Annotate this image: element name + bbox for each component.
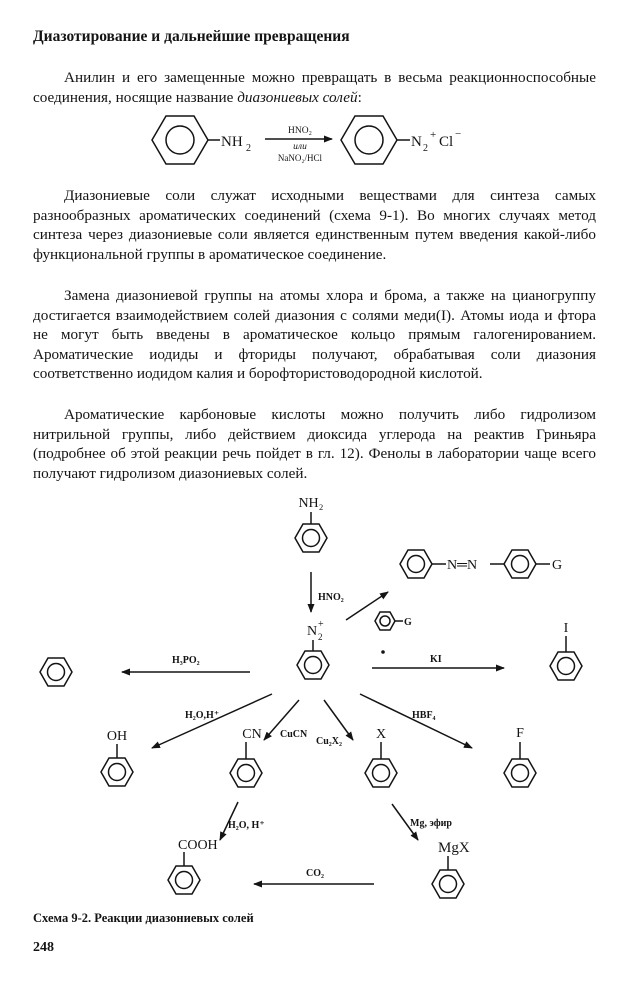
label-mg-ether: Mg, эфир [410, 818, 452, 829]
aniline-sub: 2 [246, 143, 251, 154]
benzene-ring [230, 759, 262, 787]
label-h2o-h-2: H₂O, H⁺ [228, 820, 265, 831]
scheme-benzene [40, 658, 72, 686]
intro-end: : [357, 88, 362, 106]
figure-caption: Схема 9-2. Реакции диазониевых солей [33, 911, 254, 925]
benzene-ring [375, 612, 395, 630]
paragraph-diazonium-uses: Диазониевые соли служат исходными веществами для синтеза самых разнообразных ароматических соединений (схема 9-1). Во многих случаях метод синтеза через диазониевые соли является единственным путем введения какой-либо функциональной группы в ароматическое соединение. [33, 187, 596, 263]
paragraph-carboxylic-acids: Ароматические карбоновые кислоты можно получить либо гидролизом нитрильной группы, либо действием диоксида углерода на реактив Гриньяра (подробнее об этой реакции речь пойдет в гл. 12). Фенолы в лаборатории чаще всего получают гидролизом диазониевых солей. [33, 406, 596, 482]
aromatic-circle [355, 126, 383, 154]
arrow-azo-coupling [346, 592, 388, 620]
section-heading: Диазотирование и дальнейшие превращения [33, 28, 350, 45]
cn-label: CN [242, 727, 262, 742]
reagent-or: или [293, 142, 307, 152]
scheme-benzoic-acid [168, 838, 218, 894]
azo-group: N═N [447, 558, 478, 573]
benzene-ring [504, 759, 536, 787]
benzene-ring [101, 758, 133, 786]
scheme-azo-product [400, 550, 562, 578]
diazonium-sub: 2 [423, 143, 428, 154]
scheme-grignard [432, 840, 470, 898]
coupling-reagent [375, 612, 412, 630]
reagent-hno2: HNO₂ [288, 126, 312, 136]
azo-g-label: G [552, 558, 563, 573]
scheme-phenol [101, 729, 133, 786]
scheme-halobenzene [365, 727, 397, 787]
benzene-ring [152, 116, 208, 164]
oh-label: OH [106, 729, 128, 744]
mgx-label: MgX [438, 840, 470, 856]
dot-mark [381, 650, 385, 654]
equation-aniline [152, 116, 251, 164]
equation-diazonium [341, 116, 461, 164]
label-cu2x2: Cu₂X₂ [316, 736, 343, 747]
benzene-ring [400, 550, 432, 578]
scheme-iodobenzene [550, 621, 582, 680]
benzene-ring [365, 759, 397, 787]
scheme-fluorobenzene [504, 726, 536, 787]
label-co2: CO₂ [306, 868, 324, 879]
scheme-aniline [295, 496, 327, 552]
coupling-g-label: G [404, 617, 412, 628]
aniline-nh: NH [221, 134, 243, 150]
x-label: X [375, 727, 387, 742]
benzene-ring [504, 550, 536, 578]
benzene-ring [168, 866, 200, 894]
scheme-diazonium [297, 619, 329, 679]
benzene-ring [432, 870, 464, 898]
page-number: 248 [33, 940, 54, 955]
label-hbf4: HBF₄ [412, 710, 436, 721]
chloride: Cl [439, 134, 454, 150]
diazonium-n-charge: + [318, 619, 324, 630]
chloride-charge: − [455, 128, 462, 140]
arrow-cu2x2 [324, 700, 353, 740]
cooh-label: COOH [178, 838, 218, 853]
intro-italic-term: диазониевых солей [237, 88, 358, 106]
label-hno2: HNO₂ [318, 592, 344, 603]
diazonium-charge: + [430, 129, 437, 141]
diazonium-n-label: N [307, 624, 318, 639]
scheme-benzonitrile [230, 727, 262, 787]
intro-text: Анилин и его замещенные можно превращать в весьма реакционноспособные соединения, носящие название [33, 69, 596, 106]
benzene-ring [297, 651, 329, 679]
paragraph-halogen-replacement: Замена диазониевой группы на атомы хлора и брома, а также на цианогруппу достигается взаимодействием солей диазония с солями меди(I). Атомы иода и фтора не могут быть введены в ароматическое кольцо прямым галогенированием. Ароматические иодиды и фториды получают, обрабатывая соли диазония соответственно иодидом калия и борофтористоводородной кислотой. [33, 287, 596, 383]
aromatic-circle [166, 126, 194, 154]
label-ki: KI [430, 654, 442, 665]
label-cucn: CuCN [280, 729, 308, 740]
f-label: F [516, 726, 524, 741]
aniline-label: NH₂ [298, 496, 324, 511]
label-h3po2: H₃PO₂ [172, 655, 200, 666]
benzene-ring [295, 524, 327, 552]
diazonium-n-sub: 2 [318, 632, 323, 642]
benzene-ring [341, 116, 397, 164]
benzene-ring [550, 652, 582, 680]
benzene-ring [40, 658, 72, 686]
reagent-nano2: NaNO₂/HCl [277, 153, 323, 163]
diazonium-n: N [411, 134, 422, 150]
iodo-label: I [563, 621, 569, 636]
label-h2o-h-1: H₂O,H⁺ [185, 710, 220, 721]
